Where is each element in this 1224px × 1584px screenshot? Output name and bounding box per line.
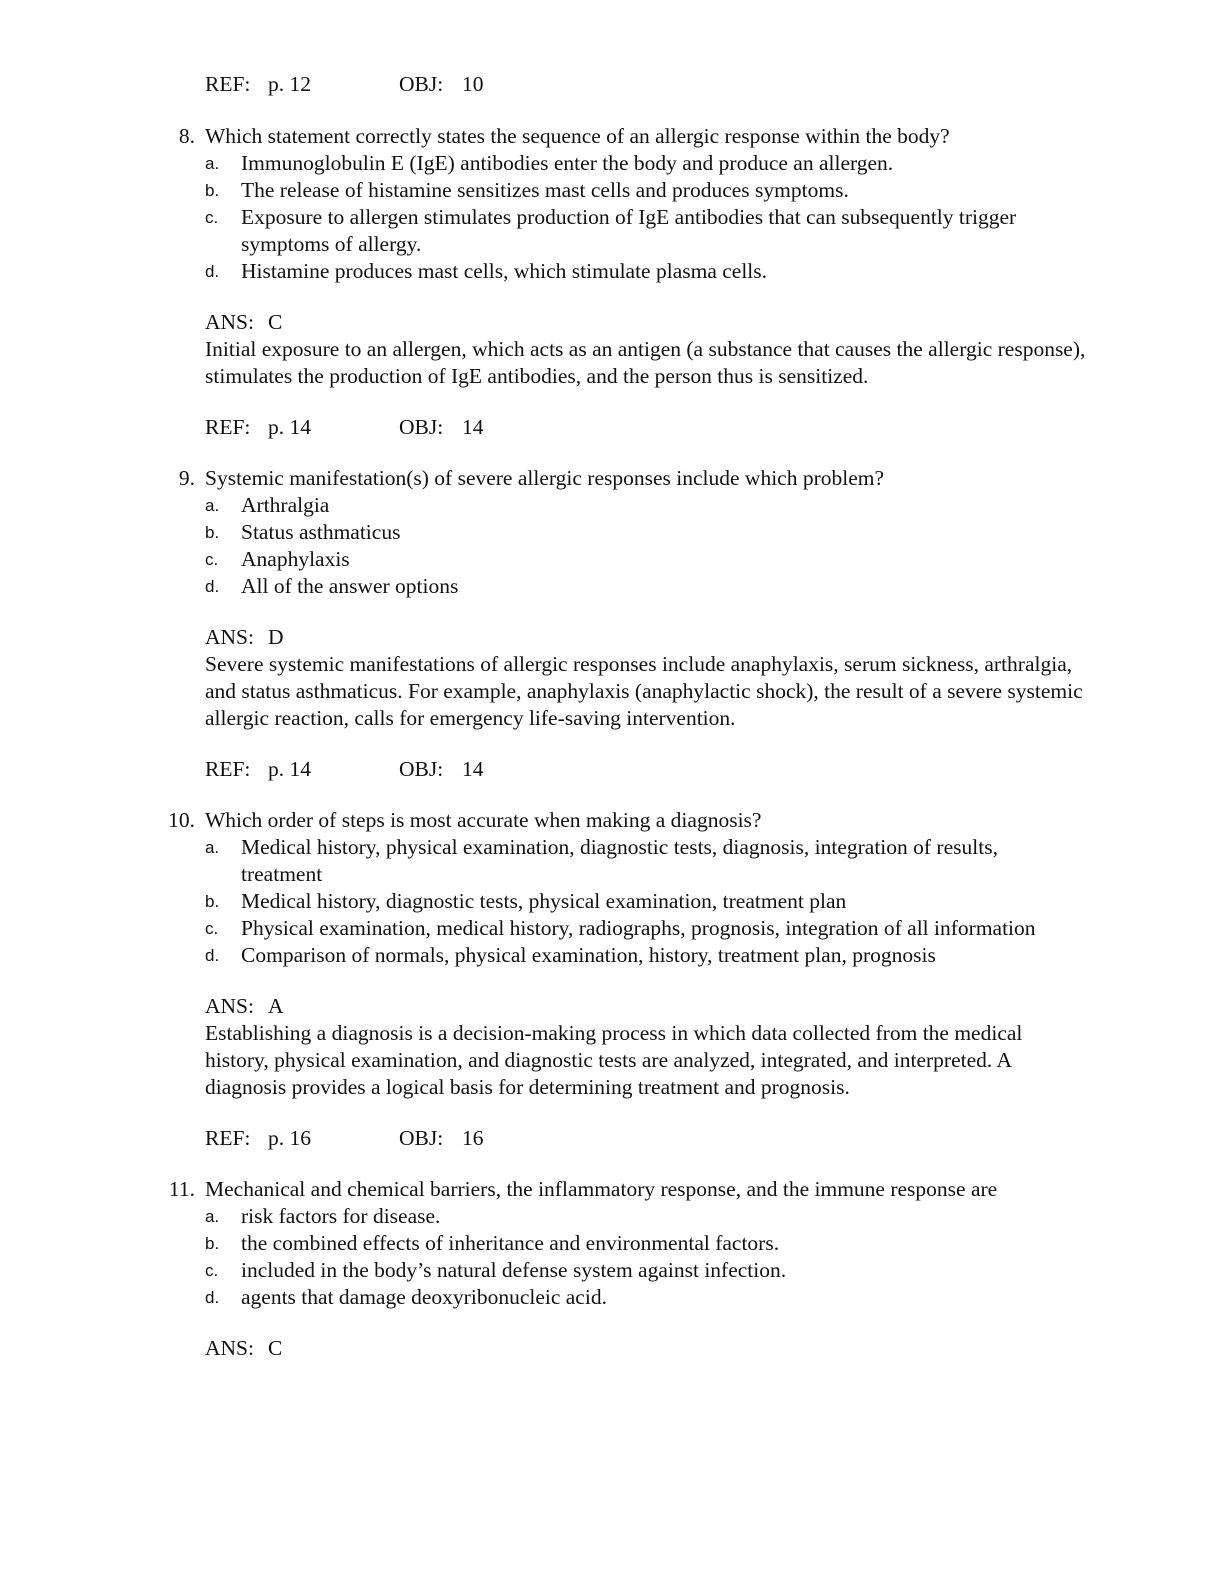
question-stem xyxy=(0,1176,1125,1203)
option-letter: b. xyxy=(205,892,220,911)
answer-label: ANS: xyxy=(205,1336,254,1360)
question-stem xyxy=(0,807,1105,834)
question-10 xyxy=(0,807,1224,1152)
option-letter: d. xyxy=(205,1288,220,1307)
answer-line xyxy=(205,624,1224,651)
question-stem xyxy=(0,465,1105,492)
obj-value: 14 xyxy=(462,757,484,781)
option-text: Medical history, diagnostic tests, physical examination, treatment plan xyxy=(241,889,847,913)
question-number: 9. xyxy=(178,466,195,490)
ref-value: p. 14 xyxy=(268,415,311,439)
ref-obj-line xyxy=(205,756,1224,783)
ref-label: REF: xyxy=(205,757,251,781)
answer-options xyxy=(0,492,1224,600)
answer-line xyxy=(205,993,1224,1020)
question-text: Systemic manifestation(s) of severe allergic responses include which problem? xyxy=(205,466,885,490)
question-11 xyxy=(0,1176,1224,1362)
option-text: Comparison of normals, physical examination, history, treatment plan, prognosis xyxy=(241,943,936,967)
option-letter: a. xyxy=(205,1207,220,1226)
option-b xyxy=(0,519,1041,546)
answer-value: A xyxy=(268,994,284,1018)
option-letter: c. xyxy=(205,550,219,569)
option-c xyxy=(0,546,1041,573)
option-letter: a. xyxy=(205,154,220,173)
ref-obj-line xyxy=(205,1125,1224,1152)
option-text: risk factors for disease. xyxy=(241,1204,441,1228)
option-text: Medical history, physical examination, diagnostic tests, diagnosis, integration of results, treatment xyxy=(241,835,998,886)
answer-block xyxy=(205,309,1224,390)
answer-label: ANS: xyxy=(205,625,254,649)
option-text: agents that damage deoxyribonucleic acid. xyxy=(241,1285,607,1309)
answer-value: D xyxy=(268,625,284,649)
answer-value: C xyxy=(268,310,283,334)
answer-label: ANS: xyxy=(205,994,254,1018)
option-d xyxy=(0,942,1041,969)
answer-options xyxy=(0,150,1224,285)
option-text: Histamine produces mast cells, which stimulate plasma cells. xyxy=(241,259,768,283)
option-text: Arthralgia xyxy=(241,493,330,517)
option-text: the combined effects of inheritance and environmental factors. xyxy=(241,1231,780,1255)
option-d xyxy=(0,258,1041,285)
option-text: Status asthmaticus xyxy=(241,520,401,544)
option-letter: d. xyxy=(205,577,220,596)
option-b xyxy=(0,177,1041,204)
obj-value: 10 xyxy=(462,72,484,96)
answer-line xyxy=(205,1335,1224,1362)
ref-value: p. 14 xyxy=(268,757,311,781)
option-text: Physical examination, medical history, radiographs, prognosis, integration of all information xyxy=(241,916,1036,940)
option-letter: a. xyxy=(205,838,220,857)
ref-obj-line xyxy=(205,414,1224,441)
option-letter: d. xyxy=(205,946,220,965)
answer-options xyxy=(0,1203,1224,1311)
option-letter: d. xyxy=(205,262,220,281)
ref-value: p. 16 xyxy=(268,1126,311,1150)
ref-label: REF: xyxy=(205,1126,251,1150)
option-text: The release of histamine sensitizes mast cells and produces symptoms. xyxy=(241,178,849,202)
option-text: Exposure to allergen stimulates production of IgE antibodies that can subsequently trigger symptoms of allergy. xyxy=(241,205,1017,256)
answer-block xyxy=(205,1335,1224,1362)
obj-value: 16 xyxy=(462,1126,484,1150)
option-b xyxy=(0,1230,1041,1257)
answer-options xyxy=(0,834,1224,969)
option-c xyxy=(0,915,1041,942)
rationale: Initial exposure to an allergen, which acts as an antigen (a substance that causes the allergic response), stimulates the production of IgE antibodies, and the person thus is sensitized. xyxy=(205,337,1086,388)
question-number: 8. xyxy=(178,124,195,148)
option-letter: c. xyxy=(205,919,219,938)
option-a xyxy=(0,150,1041,177)
answer-value: C xyxy=(268,1336,283,1360)
option-letter: b. xyxy=(205,181,220,200)
answer-block xyxy=(205,993,1224,1101)
option-c xyxy=(0,1257,1041,1284)
obj-label: OBJ: xyxy=(399,1126,444,1150)
option-text: Immunoglobulin E (IgE) antibodies enter the body and produce an allergen. xyxy=(241,151,894,175)
rationale: Establishing a diagnosis is a decision-making process in which data collected from the medical history, physical examination, and diagnostic tests are analyzed, integrated, and interpreted. A diagnosis provides a logical basis for determining treatment and prognosis. xyxy=(205,1021,1023,1099)
option-letter: c. xyxy=(205,208,219,227)
option-letter: a. xyxy=(205,496,220,515)
option-text: Anaphylaxis xyxy=(241,547,350,571)
option-b xyxy=(0,888,1041,915)
option-letter: b. xyxy=(205,1234,220,1253)
question-number: 10. xyxy=(168,808,195,832)
option-text: included in the body’s natural defense system against infection. xyxy=(241,1258,787,1282)
option-letter: c. xyxy=(205,1261,219,1280)
question-stem xyxy=(0,123,1105,150)
option-a xyxy=(0,834,1041,888)
rationale: Severe systemic manifestations of allergic responses include anaphylaxis, serum sickness, arthralgia, and status asthmaticus. For example, anaphylaxis (anaphylactic shock), the result of a severe systemic allergic reaction, calls for emergency life-saving intervention. xyxy=(205,652,1083,730)
ref-label: REF: xyxy=(205,415,251,439)
ref-label: REF: xyxy=(205,72,251,96)
option-d xyxy=(0,573,1041,600)
question-number: 11. xyxy=(168,1177,195,1201)
obj-label: OBJ: xyxy=(399,757,444,781)
answer-label: ANS: xyxy=(205,310,254,334)
obj-label: OBJ: xyxy=(399,72,444,96)
answer-block xyxy=(205,624,1224,732)
question-9 xyxy=(0,465,1224,783)
answer-line xyxy=(205,309,1224,336)
obj-value: 14 xyxy=(462,415,484,439)
option-c xyxy=(0,204,1041,258)
question-text: Which statement correctly states the sequence of an allergic response within the body? xyxy=(205,124,950,148)
option-text: All of the answer options xyxy=(241,574,459,598)
question-text: Which order of steps is most accurate when making a diagnosis? xyxy=(205,808,762,832)
question-8 xyxy=(0,123,1224,441)
obj-label: OBJ: xyxy=(399,415,444,439)
option-a xyxy=(0,1203,1041,1230)
ref-obj-line xyxy=(205,71,1224,98)
option-a xyxy=(0,492,1041,519)
ref-value: p. 12 xyxy=(268,72,311,96)
question-text: Mechanical and chemical barriers, the inflammatory response, and the immune response are xyxy=(205,1177,998,1201)
option-letter: b. xyxy=(205,523,220,542)
option-d xyxy=(0,1284,1041,1311)
